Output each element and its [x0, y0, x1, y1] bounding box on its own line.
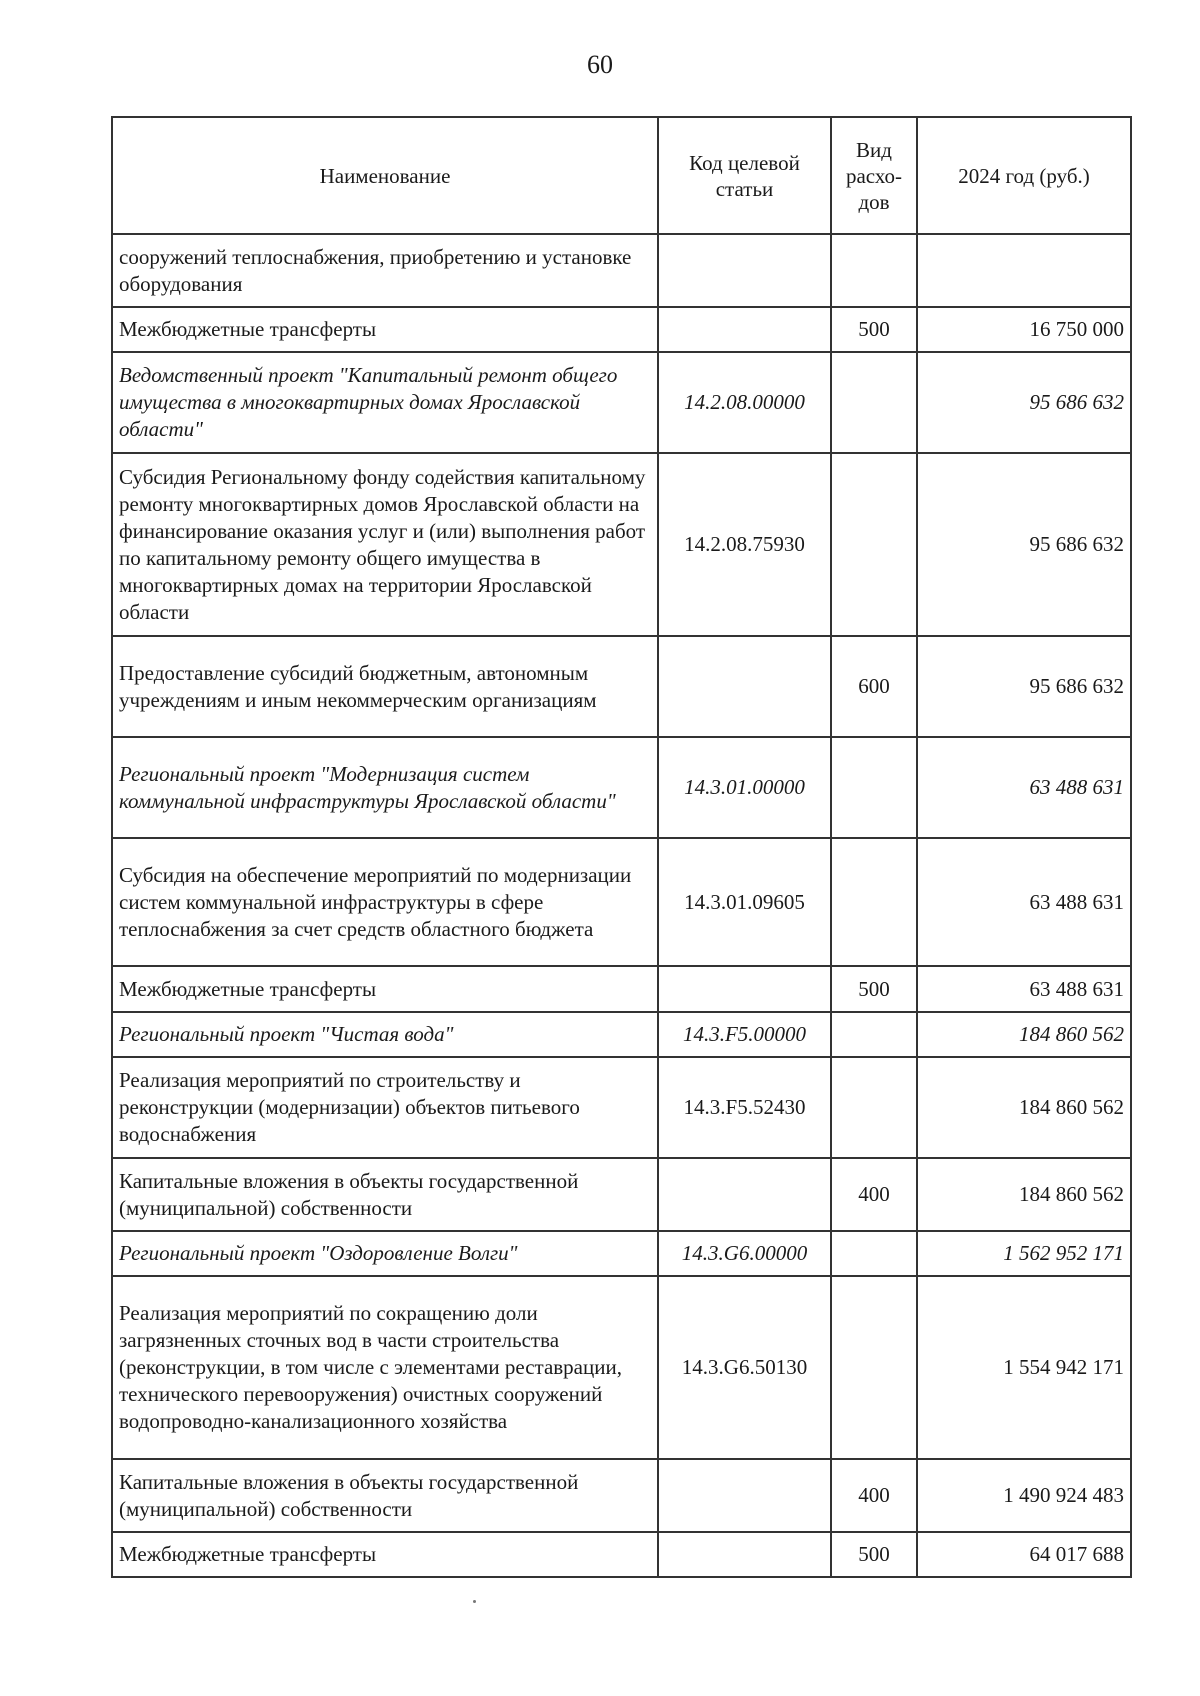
row-type: 500 — [831, 1532, 917, 1577]
row-amount: 95 686 632 — [917, 352, 1131, 453]
row-name: Региональный проект "Чистая вода" — [112, 1012, 658, 1057]
row-code: 14.3.G6.00000 — [658, 1231, 831, 1276]
row-amount: 1 562 952 171 — [917, 1231, 1131, 1276]
row-code — [658, 1158, 831, 1231]
row-amount: 1 554 942 171 — [917, 1276, 1131, 1459]
table-row — [112, 737, 1131, 838]
row-name: Капитальные вложения в объекты государственной (муниципальной) собственности — [112, 1158, 658, 1231]
row-name: Предоставление субсидий бюджетным, автономным учреждениям и иным некоммерческим организациям — [112, 636, 658, 737]
header-type: Вид расхо-дов — [831, 117, 917, 234]
row-code — [658, 1459, 831, 1532]
row-type: 400 — [831, 1459, 917, 1532]
row-type: 500 — [831, 307, 917, 352]
row-code — [658, 966, 831, 1012]
row-type — [831, 234, 917, 307]
row-name: Реализация мероприятий по сокращению доли загрязненных сточных вод в части строительства (реконструкции, в том числе с элементами реставрации, технического перевооружения) очистных сооружений водопроводно-канализационного хозяйства — [112, 1276, 658, 1459]
table-row — [112, 636, 1131, 737]
table-row — [112, 1459, 1131, 1532]
table-row — [112, 1158, 1131, 1231]
row-code: 14.3.F5.00000 — [658, 1012, 831, 1057]
row-type — [831, 352, 917, 453]
row-code: 14.3.G6.50130 — [658, 1276, 831, 1459]
table-row — [112, 352, 1131, 453]
table-row — [112, 838, 1131, 966]
row-name: Межбюджетные трансферты — [112, 307, 658, 352]
row-name: Региональный проект "Модернизация систем коммунальной инфраструктуры Ярославской области" — [112, 737, 658, 838]
row-type — [831, 1276, 917, 1459]
row-name: Ведомственный проект "Капитальный ремонт общего имущества в многоквартирных домах Ярославской области" — [112, 352, 658, 453]
row-code — [658, 1532, 831, 1577]
row-amount: 95 686 632 — [917, 453, 1131, 636]
table-row — [112, 453, 1131, 636]
row-code: 14.2.08.00000 — [658, 352, 831, 453]
row-type: 400 — [831, 1158, 917, 1231]
table-row — [112, 234, 1131, 307]
row-amount: 184 860 562 — [917, 1012, 1131, 1057]
scan-speck — [473, 1600, 476, 1603]
row-code: 14.3.01.09605 — [658, 838, 831, 966]
budget-table — [111, 116, 1132, 1578]
row-name: сооружений теплоснабжения, приобретению и установке оборудования — [112, 234, 658, 307]
row-name: Субсидия Региональному фонду содействия капитальному ремонту многоквартирных домов Ярославской области на финансирование оказания услуг и (или) выполнения работ по капитальному ремонту общего имущества в многоквартирных домах на территории Ярославской области — [112, 453, 658, 636]
row-name: Межбюджетные трансферты — [112, 1532, 658, 1577]
row-code: 14.3.F5.52430 — [658, 1057, 831, 1158]
table-row — [112, 1276, 1131, 1459]
row-amount: 63 488 631 — [917, 737, 1131, 838]
row-amount: 63 488 631 — [917, 838, 1131, 966]
row-name: Капитальные вложения в объекты государственной (муниципальной) собственности — [112, 1459, 658, 1532]
row-name: Региональный проект "Оздоровление Волги" — [112, 1231, 658, 1276]
table-row — [112, 307, 1131, 352]
row-type — [831, 1012, 917, 1057]
row-amount: 184 860 562 — [917, 1158, 1131, 1231]
row-code: 14.2.08.75930 — [658, 453, 831, 636]
row-type — [831, 1057, 917, 1158]
row-name: Реализация мероприятий по строительству и реконструкции (модернизации) объектов питьевого водоснабжения — [112, 1057, 658, 1158]
row-amount: 16 750 000 — [917, 307, 1131, 352]
row-type: 500 — [831, 966, 917, 1012]
row-type: 600 — [831, 636, 917, 737]
header-code: Код целевой статьи — [658, 117, 831, 234]
row-amount — [917, 234, 1131, 307]
table-row — [112, 1532, 1131, 1577]
row-amount: 63 488 631 — [917, 966, 1131, 1012]
row-name: Межбюджетные трансферты — [112, 966, 658, 1012]
row-amount: 1 490 924 483 — [917, 1459, 1131, 1532]
row-amount: 95 686 632 — [917, 636, 1131, 737]
table-header-row — [112, 117, 1131, 234]
row-code — [658, 307, 831, 352]
page-number: 60 — [587, 50, 613, 79]
table-row — [112, 1231, 1131, 1276]
table-row — [112, 1057, 1131, 1158]
row-name: Субсидия на обеспечение мероприятий по модернизации систем коммунальной инфраструктуры в сфере теплоснабжения за счет средств областного бюджета — [112, 838, 658, 966]
header-name: Наименование — [112, 117, 658, 234]
row-type — [831, 453, 917, 636]
row-code — [658, 636, 831, 737]
header-amount: 2024 год (руб.) — [917, 117, 1131, 234]
row-type — [831, 737, 917, 838]
row-amount: 184 860 562 — [917, 1057, 1131, 1158]
row-type — [831, 838, 917, 966]
row-code: 14.3.01.00000 — [658, 737, 831, 838]
table-row — [112, 966, 1131, 1012]
row-type — [831, 1231, 917, 1276]
row-code — [658, 234, 831, 307]
row-amount: 64 017 688 — [917, 1532, 1131, 1577]
table-row — [112, 1012, 1131, 1057]
